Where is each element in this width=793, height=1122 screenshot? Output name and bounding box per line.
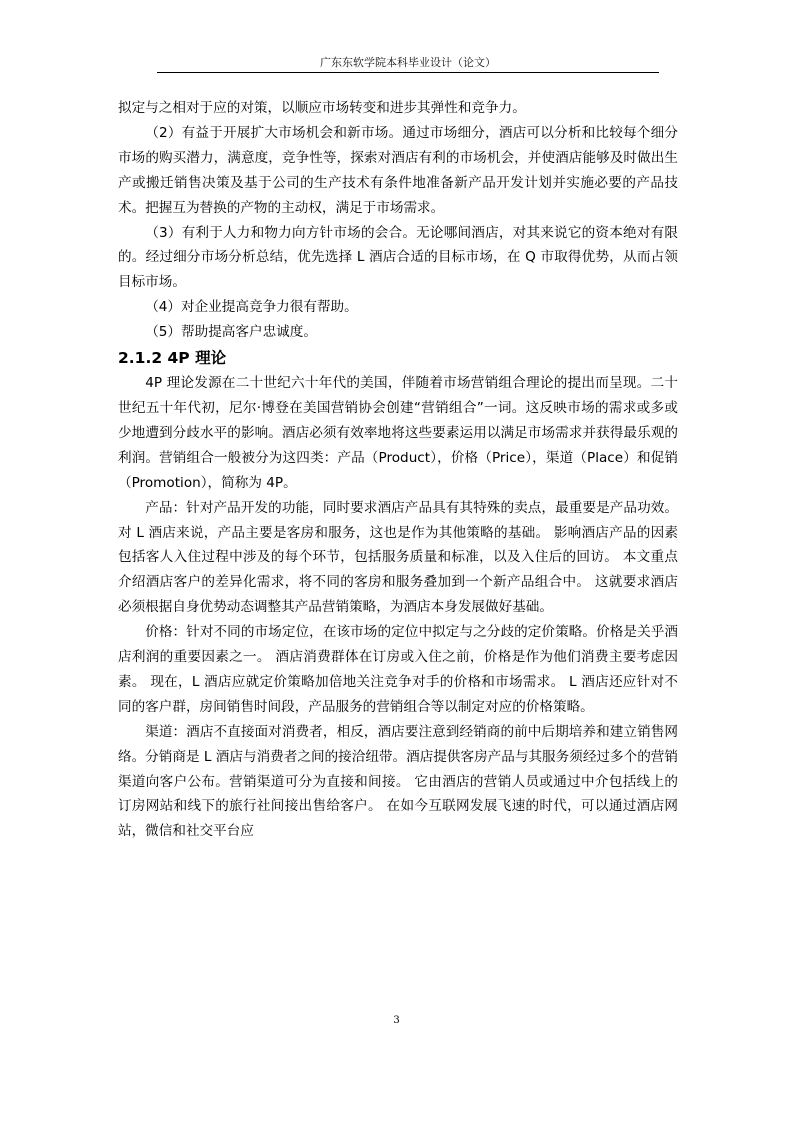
paragraph: 产品：针对产品开发的功能，同时要求酒店产品具有其特殊的卖点，最重要是产品功效。 对 L 酒店来说，产品主要是客房和服务，这也是作为其他策略的基础。 影响酒店产品的因素包括客人入住过程中涉及的每个环节，包括服务质量和标准，以及入住后的回访。 本文重点介绍酒店客户的差异化需求，将不同的客房和服务叠加到一个新产品组合中。 这就要求酒店必须根据自身优势动态调整其产品营销策略，为酒店本身发展做好基础。 bbox=[118, 499, 678, 616]
paragraph: （4）对企业提高竞争力很有帮助。 bbox=[145, 299, 358, 316]
paragraph: （2）有益于开展扩大市场机会和新市场。通过市场细分，酒店可以分析和比较每个细分市场的购买潜力，满意度，竞争性等，探索对酒店有利的市场机会，并使酒店能够及时做出生产或搬迁销售决策及基于公司的生产技术有条件地准备新产品开发计划并实施必要的产品技术。把握互为替换的产物的主动权，满足于市场需求。 bbox=[118, 124, 678, 216]
paragraph: （3）有利于人力和物力向方针市场的会合。无论哪间酒店，对其来说它的资本绝对有限的。经过细分市场分析总结，优先选择 L 酒店合适的目标市场，在 Q 市取得优势，从而占领目标市场。 bbox=[118, 224, 678, 291]
paragraph: 价格：针对不同的市场定位，在该市场的定位中拟定与之分歧的定价策略。价格是关乎酒店利润的重要因素之一。 酒店消费群体在订房或入住之前，价格是作为他们消费主要考虑因素。 现在，L 酒店应就定价策略加倍地关注竞争对手的价格和市场需求。 L 酒店还应针对不同的客户群，房间销售时间段，产品服务的营销组合等以制定对应的价格策略。 bbox=[118, 624, 678, 715]
paragraph: 拟定与之相对于应的对策，以顺应市场转变和进步其弹性和竞争力。 bbox=[118, 100, 526, 116]
paragraph: （5）帮助提高客户忠诚度。 bbox=[145, 324, 317, 341]
paragraph: 渠道：酒店不直接面对消费者，相反，酒店要注意到经销商的前中后期培养和建立销售网络。分销商是 L 酒店与消费者之间的接洽纽带。酒店提供客房产品与其服务须经过多个的营销渠道向客户公布。营销渠道可分为直接和间接。 它由酒店的营销人员或通过中介包括线上的订房网站和线下的旅行社间接出售给客户。 在如今互联网发展飞速的时代，可以通过酒店网站，微信和社交平台应 bbox=[118, 723, 678, 840]
page-number: 3 bbox=[393, 1015, 400, 1026]
body-text bbox=[118, 96, 678, 844]
running-header: 广东东软学院本科毕业设计（论文） bbox=[320, 56, 496, 69]
section-heading: 2.1.2 4P 理论 bbox=[118, 349, 227, 368]
header-rule bbox=[157, 72, 659, 73]
paragraph: 4P 理论发源在二十世纪六十年代的美国，伴随着市场营销组合理论的提出而呈现。二十世纪五十年代初，尼尔·博登在美国营销协会创建“营销组合”一词。这反映市场的需求或多或少地遭到分歧水平的影响。酒店必须有效率地将这些要素运用以满足市场需求并获得最乐观的利润。营销组合一般被分为这四类：产品（Product），价格（Price），渠道（Place）和促销（Promotion），简称为 4P。 bbox=[118, 375, 678, 491]
